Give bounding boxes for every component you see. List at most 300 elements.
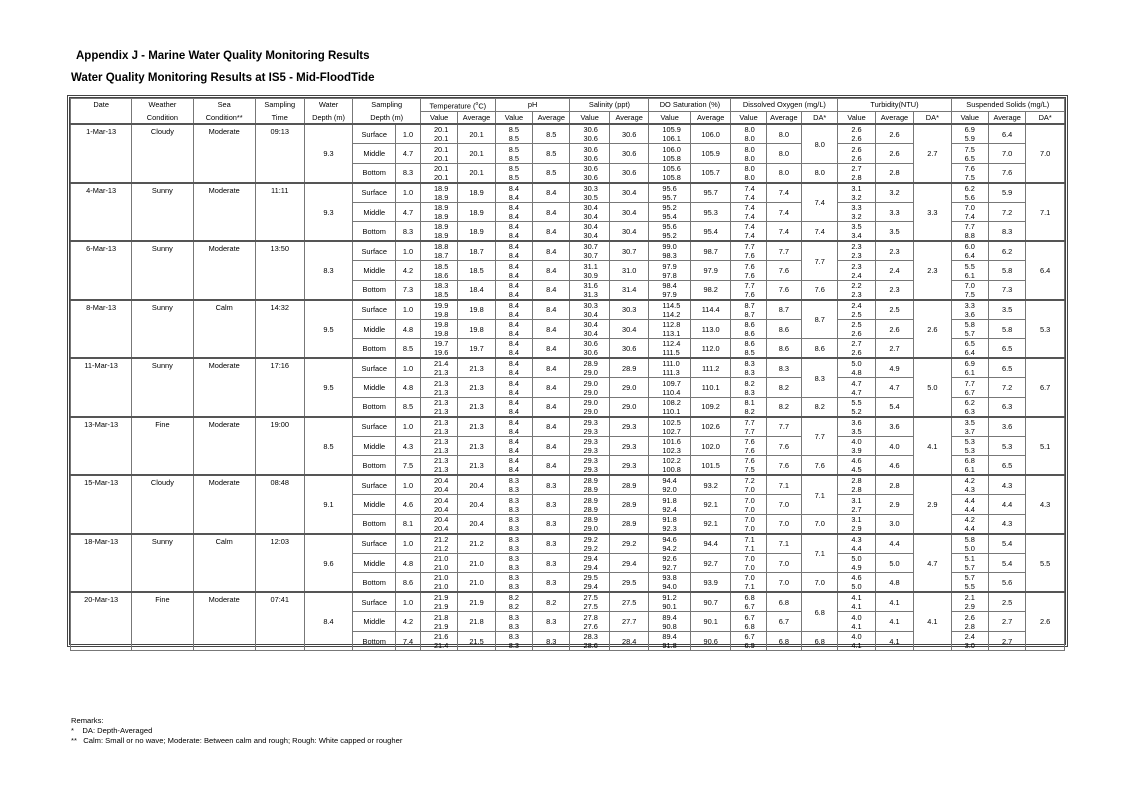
- dissolved-oxygen-average: 7.4: [766, 202, 801, 222]
- dissolved-oxygen-da: 7.1: [802, 534, 838, 573]
- do-saturation-value-reading-1: 108.2: [662, 397, 681, 407]
- temperature-average: 21.3: [458, 397, 495, 417]
- salinity-value: [570, 319, 609, 339]
- ph-value: [495, 261, 532, 281]
- dissolved-oxygen-value-reading-1: 8.1: [744, 397, 755, 407]
- turbidity-value: [838, 475, 875, 495]
- temperature-average: 21.3: [458, 436, 495, 456]
- sampling-position-cell: Middle: [353, 319, 396, 339]
- remarks-da-note: * DA: Depth-Averaged: [71, 726, 153, 735]
- salinity-average: 29.3: [609, 436, 648, 456]
- dissolved-oxygen-value: [731, 553, 766, 573]
- temperature-value: [420, 475, 457, 495]
- salinity-average: 30.6: [609, 144, 648, 164]
- salinity-value: [570, 456, 609, 476]
- dissolved-oxygen-bottom-da: 8.0: [802, 163, 838, 183]
- header-value-label: Value: [731, 112, 766, 125]
- do-saturation-value: [649, 514, 691, 534]
- do-saturation-average: 94.4: [690, 534, 731, 554]
- salinity-average: 28.9: [609, 514, 648, 534]
- sampling-position-cell: Bottom: [353, 631, 396, 651]
- salinity-average: 29.4: [609, 553, 648, 573]
- do-saturation-value-reading-1: 94.4: [662, 476, 677, 486]
- turbidity-da: 4.1: [914, 417, 951, 476]
- sampling-time-cell: 17:16: [255, 358, 304, 417]
- dissolved-oxygen-value-reading-2: 7.6: [744, 251, 755, 261]
- dissolved-oxygen-average: 7.0: [766, 495, 801, 515]
- do-saturation-value: [649, 261, 691, 281]
- turbidity-value-reading-2: 2.4: [851, 270, 862, 280]
- turbidity-average: 5.4: [875, 397, 913, 417]
- turbidity-value-reading-2: 4.5: [851, 465, 862, 475]
- salinity-value-reading-2: 30.5: [583, 192, 598, 202]
- salinity-value-reading-1: 31.1: [583, 261, 598, 271]
- salinity-value: [570, 183, 609, 203]
- ph-value-reading-2: 8.5: [508, 172, 519, 182]
- dissolved-oxygen-value-reading-2: 8.5: [744, 348, 755, 358]
- salinity-value: [570, 358, 609, 378]
- suspended-solids-value-reading-2: 4.4: [964, 523, 975, 533]
- turbidity-value: [838, 378, 875, 398]
- ph-value-reading-2: 8.3: [508, 485, 519, 495]
- dissolved-oxygen-average: 7.4: [766, 183, 801, 203]
- suspended-solids-value-reading-1: 7.7: [964, 378, 975, 388]
- turbidity-value-reading-1: 4.0: [851, 612, 862, 622]
- temperature-value: [420, 202, 457, 222]
- dissolved-oxygen-average: 7.0: [766, 514, 801, 534]
- dissolved-oxygen-average: 6.8: [766, 592, 801, 612]
- dissolved-oxygen-value-reading-2: 7.5: [744, 465, 755, 475]
- turbidity-value-reading-1: 5.5: [851, 397, 862, 407]
- ph-value: [495, 124, 532, 144]
- salinity-value-reading-2: 30.9: [583, 270, 598, 280]
- temperature-value: [420, 300, 457, 320]
- dissolved-oxygen-value-reading-1: 7.7: [744, 417, 755, 427]
- ph-average: 8.5: [533, 144, 570, 164]
- temperature-value: [420, 319, 457, 339]
- do-saturation-value-reading-2: 110.4: [662, 387, 681, 397]
- salinity-value: [570, 436, 609, 456]
- ph-value-reading-1: 8.4: [508, 300, 519, 310]
- salinity-average: 28.9: [609, 495, 648, 515]
- temperature-value: [420, 456, 457, 476]
- ph-average: 8.4: [533, 456, 570, 476]
- weather-cell: Fine: [132, 417, 193, 476]
- suspended-solids-value: [951, 339, 988, 359]
- weather-cell: Sunny: [132, 300, 193, 359]
- do-saturation-value: [649, 592, 691, 612]
- do-saturation-value-reading-2: 105.8: [662, 172, 681, 182]
- table-row: [71, 241, 1065, 261]
- turbidity-value: [838, 573, 875, 593]
- do-saturation-average: 98.7: [690, 241, 731, 261]
- suspended-solids-value-reading-2: 5.3: [964, 446, 975, 456]
- dissolved-oxygen-value-reading-2: 8.7: [744, 309, 755, 319]
- do-saturation-value-reading-1: 105.6: [662, 163, 681, 173]
- dissolved-oxygen-average: 7.1: [766, 475, 801, 495]
- sampling-depth-cell: 1.0: [396, 358, 421, 378]
- salinity-value-reading-2: 29.3: [583, 465, 598, 475]
- dissolved-oxygen-bottom-da: 8.2: [802, 397, 838, 417]
- header-temperature: Temperature ($^o$C): [420, 99, 495, 112]
- ph-value: [495, 183, 532, 203]
- suspended-solids-value-reading-1: 4.2: [964, 476, 975, 486]
- salinity-value-reading-2: 29.0: [583, 406, 598, 416]
- do-saturation-value-reading-1: 95.2: [662, 203, 677, 213]
- temperature-value-reading-2: 20.1: [433, 172, 449, 182]
- turbidity-value: [838, 592, 875, 612]
- dissolved-oxygen-value: [731, 534, 766, 554]
- turbidity-da: 2.9: [914, 475, 951, 534]
- temperature-value: [420, 280, 457, 300]
- sampling-depth-cell: 1.0: [396, 241, 421, 261]
- sampling-position-cell: Surface: [353, 358, 396, 378]
- do-saturation-value-reading-1: 91.8: [662, 514, 677, 524]
- dissolved-oxygen-value-reading-2: 8.3: [744, 387, 755, 397]
- turbidity-value-reading-1: 4.6: [851, 573, 862, 583]
- suspended-solids-average: 5.9: [988, 183, 1025, 203]
- temperature-value: [420, 436, 457, 456]
- salinity-average: 31.0: [609, 261, 648, 281]
- turbidity-value: [838, 358, 875, 378]
- suspended-solids-value-reading-2: 2.8: [964, 621, 975, 631]
- results-table: [70, 98, 1065, 651]
- temperature-value-reading-1: 21.3: [433, 417, 449, 427]
- turbidity-value: [838, 436, 875, 456]
- sampling-depth-cell: 4.3: [396, 436, 421, 456]
- turbidity-average: 2.6: [875, 319, 913, 339]
- dissolved-oxygen-value-reading-2: 7.6: [744, 270, 755, 280]
- table-row: [71, 300, 1065, 320]
- header-value-label: Value: [570, 112, 609, 125]
- salinity-value-reading-2: 29.0: [583, 523, 598, 533]
- do-saturation-value-reading-2: 90.1: [662, 602, 677, 612]
- salinity-value-reading-1: 28.9: [583, 359, 598, 369]
- header-da-label: DA*: [1026, 112, 1065, 125]
- do-saturation-value-reading-1: 89.4: [662, 612, 677, 622]
- ph-value-reading-1: 8.4: [508, 280, 519, 290]
- dissolved-oxygen-value: [731, 456, 766, 476]
- dissolved-oxygen-value: [731, 514, 766, 534]
- header-weather: Weather: [132, 99, 193, 112]
- do-saturation-average: 95.4: [690, 222, 731, 242]
- date-cell: 11-Mar-13: [71, 358, 132, 417]
- salinity-value: [570, 378, 609, 398]
- temperature-average: 20.1: [458, 124, 495, 144]
- turbidity-value: [838, 514, 875, 534]
- temperature-value-reading-1: 20.1: [433, 144, 449, 154]
- sampling-position-cell: Surface: [353, 592, 396, 612]
- sampling-time-cell: 07:41: [255, 592, 304, 651]
- dissolved-oxygen-value: [731, 163, 766, 183]
- ph-value-reading-2: 8.2: [508, 602, 519, 612]
- salinity-average: 30.7: [609, 241, 648, 261]
- suspended-solids-value-reading-1: 4.4: [964, 495, 975, 505]
- ph-average: 8.4: [533, 261, 570, 281]
- salinity-value-reading-1: 29.3: [583, 417, 598, 427]
- ph-value-reading-2: 8.3: [508, 523, 519, 533]
- temperature-average: 21.0: [458, 553, 495, 573]
- do-saturation-value-reading-2: 111.5: [662, 348, 680, 358]
- do-saturation-average: 106.0: [690, 124, 731, 144]
- temperature-value-reading-1: 18.8: [433, 242, 449, 252]
- suspended-solids-value-reading-1: 5.7: [964, 573, 975, 583]
- header-da-label: DA*: [914, 112, 951, 125]
- salinity-average: 29.0: [609, 397, 648, 417]
- ph-value-reading-1: 8.3: [508, 476, 519, 486]
- temperature-value-reading-2: 21.2: [433, 543, 449, 553]
- salinity-value-reading-1: 28.9: [583, 476, 598, 486]
- suspended-solids-value: [951, 280, 988, 300]
- dissolved-oxygen-value-reading-2: 8.0: [744, 172, 755, 182]
- ph-value: [495, 378, 532, 398]
- salinity-average: 29.2: [609, 534, 648, 554]
- temperature-value: [420, 631, 457, 651]
- suspended-solids-value: [951, 553, 988, 573]
- sea-condition-cell: Calm: [193, 300, 255, 359]
- salinity-value-reading-2: 28.6: [583, 641, 598, 651]
- turbidity-value: [838, 397, 875, 417]
- temperature-average: 21.3: [458, 358, 495, 378]
- dissolved-oxygen-value-reading-1: 8.6: [744, 339, 755, 349]
- sampling-depth-cell: 8.5: [396, 339, 421, 359]
- suspended-solids-value-reading-1: 6.2: [964, 397, 975, 407]
- do-saturation-average: 90.6: [690, 631, 731, 651]
- temperature-average: 20.4: [458, 514, 495, 534]
- turbidity-value-reading-1: 4.3: [851, 534, 862, 544]
- ph-value: [495, 417, 532, 437]
- suspended-solids-value: [951, 202, 988, 222]
- do-saturation-value: [649, 124, 691, 144]
- temperature-value-reading-1: 21.8: [433, 612, 449, 622]
- do-saturation-value-reading-1: 101.6: [662, 437, 681, 447]
- temperature-value: [420, 612, 457, 632]
- temperature-value-reading-1: 18.9: [433, 222, 449, 232]
- ph-value-reading-1: 8.5: [508, 125, 519, 135]
- salinity-value: [570, 202, 609, 222]
- ph-value: [495, 534, 532, 554]
- salinity-value: [570, 300, 609, 320]
- do-saturation-value-reading-2: 95.4: [662, 212, 677, 222]
- header-average-label: Average: [875, 112, 913, 125]
- sampling-position-cell: Surface: [353, 183, 396, 203]
- header-value-label: Value: [951, 112, 988, 125]
- turbidity-average: 4.1: [875, 631, 913, 651]
- suspended-solids-value-reading-2: 7.5: [964, 172, 975, 182]
- ph-value-reading-2: 8.4: [508, 446, 519, 456]
- turbidity-value-reading-2: 3.9: [851, 446, 862, 456]
- turbidity-value: [838, 612, 875, 632]
- water-depth-cell: 9.1: [304, 475, 353, 534]
- ph-average: 8.4: [533, 339, 570, 359]
- turbidity-average: 4.0: [875, 436, 913, 456]
- suspended-solids-value: [951, 300, 988, 320]
- turbidity-average: 3.2: [875, 183, 913, 203]
- suspended-solids-average: 4.3: [988, 514, 1025, 534]
- do-saturation-value-reading-1: 112.8: [662, 320, 681, 330]
- dissolved-oxygen-average: 7.6: [766, 436, 801, 456]
- temperature-value: [420, 144, 457, 164]
- dissolved-oxygen-value: [731, 202, 766, 222]
- salinity-average: 27.5: [609, 592, 648, 612]
- suspended-solids-value: [951, 183, 988, 203]
- dissolved-oxygen-value: [731, 300, 766, 320]
- suspended-solids-value: [951, 144, 988, 164]
- do-saturation-value-reading-1: 91.2: [662, 593, 677, 603]
- turbidity-value-reading-1: 2.7: [851, 163, 862, 173]
- turbidity-value: [838, 280, 875, 300]
- temperature-average: 19.8: [458, 300, 495, 320]
- salinity-value: [570, 124, 609, 144]
- turbidity-value-reading-2: 2.3: [851, 251, 862, 261]
- salinity-value-reading-2: 29.3: [583, 426, 598, 436]
- suspended-solids-average: 5.6: [988, 573, 1025, 593]
- ph-value-reading-2: 8.3: [508, 621, 519, 631]
- dissolved-oxygen-value: [731, 124, 766, 144]
- turbidity-average: 4.6: [875, 456, 913, 476]
- ph-value: [495, 514, 532, 534]
- ph-value: [495, 573, 532, 593]
- salinity-value-reading-2: 30.6: [583, 153, 598, 163]
- temperature-value-reading-2: 18.5: [433, 289, 449, 299]
- salinity-value: [570, 495, 609, 515]
- dissolved-oxygen-da: 7.7: [802, 241, 838, 280]
- do-saturation-average: 114.4: [690, 300, 731, 320]
- turbidity-value-reading-2: 5.0: [851, 582, 862, 592]
- do-saturation-average: 110.1: [690, 378, 731, 398]
- ph-value-reading-2: 8.4: [508, 368, 519, 378]
- salinity-average: 29.0: [609, 378, 648, 398]
- dissolved-oxygen-average: 7.7: [766, 417, 801, 437]
- turbidity-value: [838, 183, 875, 203]
- turbidity-value-reading-2: 2.6: [851, 329, 862, 339]
- salinity-value-reading-2: 30.4: [583, 212, 598, 222]
- salinity-value-reading-2: 27.6: [583, 621, 598, 631]
- temperature-value-reading-2: 19.6: [433, 348, 449, 358]
- header-average-label: Average: [766, 112, 801, 125]
- date-cell: 13-Mar-13: [71, 417, 132, 476]
- dissolved-oxygen-value-reading-2: 7.6: [744, 446, 755, 456]
- sampling-position-cell: Middle: [353, 202, 396, 222]
- header-salinity: Salinity (ppt): [570, 99, 649, 112]
- salinity-value-reading-1: 30.6: [583, 125, 598, 135]
- suspended-solids-average: 2.7: [988, 612, 1025, 632]
- temperature-value: [420, 339, 457, 359]
- ph-average: 8.3: [533, 514, 570, 534]
- salinity-average: 30.4: [609, 202, 648, 222]
- salinity-average: 31.4: [609, 280, 648, 300]
- suspended-solids-da: 5.3: [1026, 300, 1065, 359]
- temperature-value-reading-2: 21.3: [433, 426, 449, 436]
- temperature-value-reading-2: 21.3: [433, 406, 449, 416]
- sea-condition-cell: Moderate: [193, 475, 255, 534]
- turbidity-value-reading-1: 5.0: [851, 359, 862, 369]
- dissolved-oxygen-da: 7.7: [802, 417, 838, 456]
- table-row: [71, 534, 1065, 554]
- salinity-average: 30.4: [609, 183, 648, 203]
- salinity-value: [570, 222, 609, 242]
- ph-value-reading-1: 8.4: [508, 437, 519, 447]
- dissolved-oxygen-bottom-da: 7.0: [802, 514, 838, 534]
- sampling-time-cell: 08:48: [255, 475, 304, 534]
- suspended-solids-value-reading-2: 6.1: [964, 368, 975, 378]
- do-saturation-value-reading-2: 92.4: [662, 504, 677, 514]
- ph-value-reading-1: 8.4: [508, 242, 519, 252]
- ph-value: [495, 436, 532, 456]
- temperature-value-reading-2: 19.8: [433, 329, 449, 339]
- turbidity-value-reading-2: 3.2: [851, 192, 862, 202]
- sampling-depth-cell: 1.0: [396, 183, 421, 203]
- turbidity-average: 2.9: [875, 495, 913, 515]
- turbidity-value: [838, 222, 875, 242]
- do-saturation-value-reading-2: 98.3: [662, 251, 677, 261]
- ph-value-reading-1: 8.5: [508, 163, 519, 173]
- turbidity-value-reading-1: 3.1: [851, 183, 862, 193]
- suspended-solids-value-reading-2: 3.7: [964, 426, 975, 436]
- sampling-depth-cell: 1.0: [396, 592, 421, 612]
- ph-average: 8.4: [533, 319, 570, 339]
- sampling-position-cell: Bottom: [353, 339, 396, 359]
- salinity-average: 28.4: [609, 631, 648, 651]
- dissolved-oxygen-value-reading-1: 7.0: [744, 514, 755, 524]
- temperature-value-reading-1: 21.3: [433, 397, 449, 407]
- turbidity-value-reading-1: 3.3: [851, 203, 862, 213]
- ph-average: 8.4: [533, 202, 570, 222]
- ph-value-reading-2: 8.3: [508, 641, 519, 651]
- do-saturation-value: [649, 222, 691, 242]
- do-saturation-value-reading-1: 97.9: [662, 261, 677, 271]
- turbidity-value-reading-1: 2.8: [851, 476, 862, 486]
- table-row: [71, 475, 1065, 495]
- suspended-solids-value: [951, 436, 988, 456]
- temperature-average: 18.9: [458, 202, 495, 222]
- header-average-label: Average: [609, 112, 648, 125]
- suspended-solids-value-reading-2: 4.3: [964, 485, 975, 495]
- ph-value: [495, 592, 532, 612]
- do-saturation-average: 97.9: [690, 261, 731, 281]
- ph-average: 8.3: [533, 573, 570, 593]
- header-turbidity: Turbidity(NTU): [838, 99, 951, 112]
- weather-cell: Fine: [132, 592, 193, 651]
- turbidity-average: 2.6: [875, 144, 913, 164]
- sampling-position-cell: Bottom: [353, 163, 396, 183]
- header-time: Time: [255, 112, 304, 125]
- turbidity-value: [838, 417, 875, 437]
- ph-value-reading-1: 8.3: [508, 554, 519, 564]
- dissolved-oxygen-average: 7.6: [766, 261, 801, 281]
- ph-value-reading-1: 8.4: [508, 456, 519, 466]
- dissolved-oxygen-value-reading-2: 6.8: [744, 621, 755, 631]
- temperature-value: [420, 358, 457, 378]
- dissolved-oxygen-value: [731, 436, 766, 456]
- do-saturation-value-reading-1: 105.9: [662, 125, 681, 135]
- turbidity-value-reading-2: 2.3: [851, 289, 862, 299]
- dissolved-oxygen-value-reading-2: 7.0: [744, 523, 755, 533]
- sampling-depth-cell: 1.0: [396, 534, 421, 554]
- ph-average: 8.4: [533, 417, 570, 437]
- sampling-depth-cell: 8.3: [396, 163, 421, 183]
- suspended-solids-da: 6.4: [1026, 241, 1065, 300]
- temperature-value: [420, 222, 457, 242]
- do-saturation-value-reading-1: 95.6: [662, 222, 677, 232]
- dissolved-oxygen-value-reading-2: 7.4: [744, 212, 755, 222]
- do-saturation-value: [649, 319, 691, 339]
- do-saturation-value-reading-2: 94.2: [662, 543, 677, 553]
- sampling-position-cell: Middle: [353, 495, 396, 515]
- dissolved-oxygen-value-reading-2: 8.0: [744, 134, 755, 144]
- turbidity-value: [838, 163, 875, 183]
- sampling-time-cell: 14:32: [255, 300, 304, 359]
